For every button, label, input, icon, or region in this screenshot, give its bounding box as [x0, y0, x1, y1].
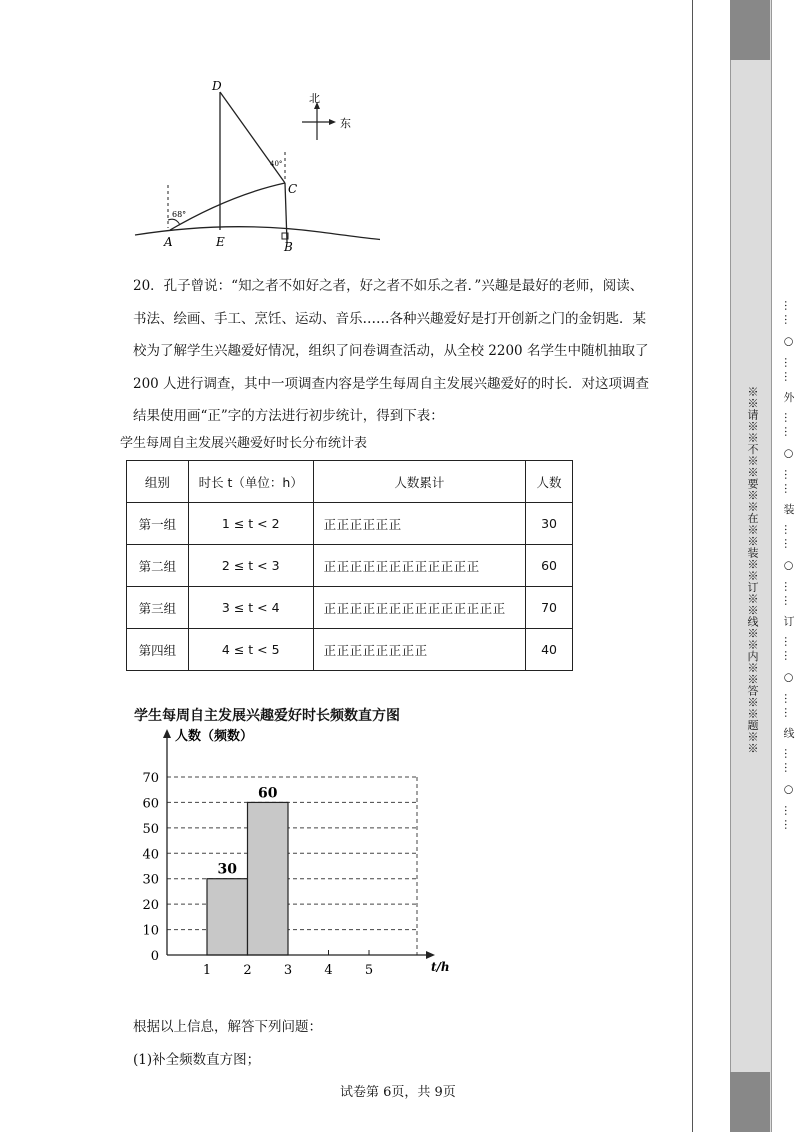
header-duration: 时长 t（单位：h） — [188, 461, 313, 503]
compass-north-label: 北 — [309, 92, 320, 105]
x-tick-label: 1 — [202, 963, 212, 978]
histogram-bar — [248, 802, 289, 955]
cell-tally: 正正正正正正正正 — [313, 629, 525, 671]
problem-line: 书法、绘画、手工、烹饪、运动、音乐……各种兴趣爱好是打开创新之门的金钥匙．某 — [133, 310, 646, 327]
y-tick-label: 30 — [142, 872, 159, 888]
problem-line: 20．孔子曾说：“知之者不如好之者，好之者不如乐之者．”兴趣是最好的老师，阅读、 — [133, 278, 644, 294]
binding-margin — [692, 0, 800, 1132]
header-tally: 人数累计 — [313, 461, 525, 503]
y-tick-label: 40 — [142, 847, 159, 863]
cell-group: 第四组 — [127, 629, 189, 671]
y-tick-label: 60 — [142, 796, 159, 812]
cell-duration: 2 ≤ t < 3 — [188, 545, 313, 587]
histogram-bar — [207, 879, 248, 955]
binding-cut-line: …… ○ …… 外 …… ○ …… 装 …… ○ …… 订 …… ○ …… 线 …… ○ …… — [782, 299, 795, 833]
x-tick-label: 5 — [364, 963, 374, 978]
label-a: A — [164, 235, 173, 249]
compass-east-label: 东 — [340, 117, 351, 130]
cell-tally: 正正正正正正正正正正正正正正 — [313, 587, 525, 629]
y-tick-label: 50 — [142, 821, 159, 837]
x-tick-label: 4 — [324, 963, 333, 978]
table-row — [127, 545, 573, 587]
y-axis-arrow — [163, 729, 171, 738]
cell-group: 第二组 — [127, 545, 189, 587]
tally-table — [126, 460, 573, 671]
y-tick-label: 0 — [150, 949, 159, 964]
compass-icon — [298, 92, 368, 142]
binding-notice: ※※请※※不※※要※※在※※装※※订※※线※※内※※答※※题※※ — [746, 386, 759, 754]
cell-duration: 1 ≤ t < 2 — [188, 503, 313, 545]
bar-value-label: 30 — [217, 861, 237, 878]
cell-duration: 4 ≤ t < 5 — [188, 629, 313, 671]
table-row — [127, 503, 573, 545]
cell-tally: 正正正正正正 — [313, 503, 525, 545]
histogram-chart — [125, 725, 465, 980]
y-tick-label: 70 — [142, 771, 159, 786]
x-axis-arrow — [426, 951, 435, 959]
histogram-title: 学生每周自主发展兴趣爱好时长频数直方图 — [134, 708, 400, 724]
angle-label-c: 40° — [270, 160, 283, 168]
cell-count: 40 — [526, 629, 573, 671]
cell-count: 70 — [526, 587, 573, 629]
y-tick-label: 20 — [142, 898, 159, 914]
label-b: B — [284, 240, 293, 254]
segment-ac — [170, 183, 285, 230]
problem-line: 结果使用画“正”字的方法进行初步统计，得到下表： — [133, 408, 444, 424]
header-count: 人数 — [526, 461, 573, 503]
binding-dark-top — [730, 0, 770, 60]
header-group: 组别 — [127, 461, 189, 503]
label-d: D — [212, 79, 222, 93]
table-title: 学生每周自主发展兴趣爱好时长分布统计表 — [120, 436, 368, 451]
y-axis-label: 人数（频数） — [175, 729, 254, 744]
angle-arc-a — [168, 219, 180, 225]
problem-line: 200 人进行调查，其中一项调查内容是学生每周自主发展兴趣爱好的时长．对这项调查 — [133, 375, 650, 392]
binding-dark-bottom — [730, 1072, 770, 1132]
margin-border — [692, 0, 693, 1132]
table-header-row — [127, 461, 573, 503]
angle-label-a: 68° — [172, 210, 187, 219]
x-tick-label: 3 — [283, 963, 293, 978]
label-e: E — [216, 235, 225, 249]
label-c: C — [288, 182, 298, 196]
cell-duration: 3 ≤ t < 4 — [188, 587, 313, 629]
bar-value-label: 60 — [258, 785, 278, 802]
page-footer: 试卷第 6页，共 9页 — [340, 1085, 456, 1100]
segment-dc — [220, 92, 285, 183]
x-axis-label: t/h — [431, 960, 450, 974]
problem-line: 校为了解学生兴趣爱好情况，组织了问卷调查活动，从全校 2200 名学生中随机抽取了 — [133, 343, 649, 359]
question-intro: 根据以上信息，解答下列问题： — [133, 1019, 322, 1035]
question-1: (1)补全频数直方图； — [133, 1052, 261, 1068]
cell-group: 第三组 — [127, 587, 189, 629]
cell-group: 第一组 — [127, 503, 189, 545]
table-row — [127, 629, 573, 671]
x-tick-label: 2 — [243, 963, 252, 978]
cell-count: 30 — [526, 503, 573, 545]
cell-count: 60 — [526, 545, 573, 587]
cell-tally: 正正正正正正正正正正正正 — [313, 545, 525, 587]
problem-text — [133, 270, 678, 433]
table-row — [127, 587, 573, 629]
y-tick-label: 10 — [142, 923, 159, 939]
